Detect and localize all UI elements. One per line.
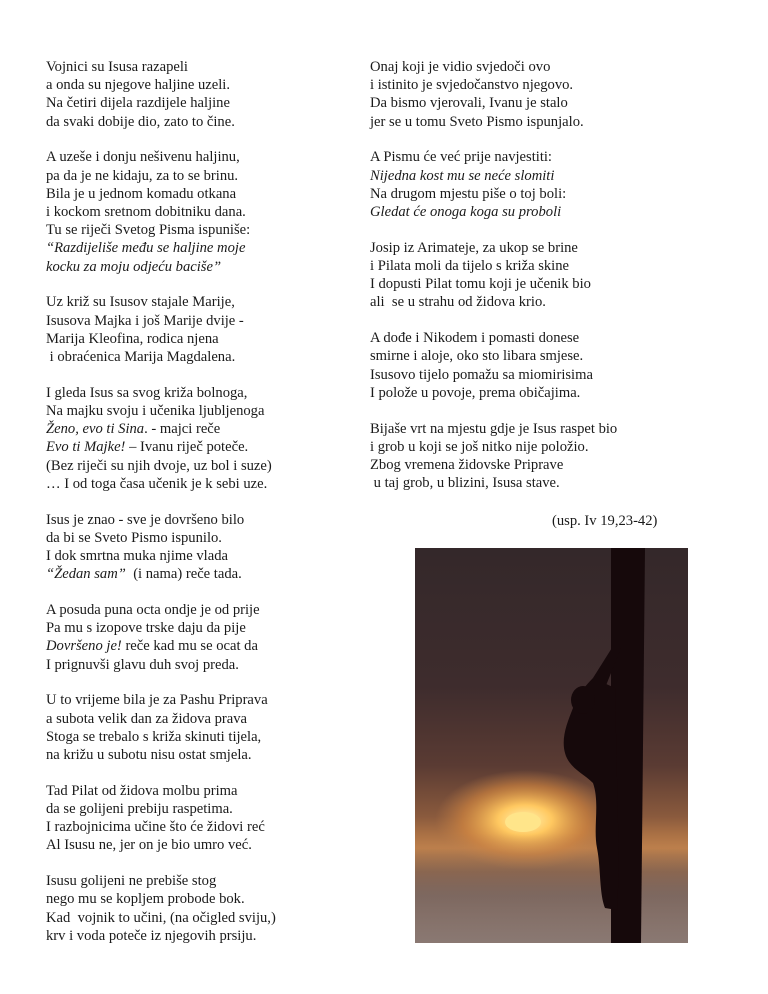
quoted-scripture-text: “Žedan sam” bbox=[46, 566, 126, 583]
poem-line bbox=[370, 203, 670, 221]
verse-text: – Ivanu riječ poteče. bbox=[125, 439, 249, 456]
verse-text: A posuda puna octa ondje je od prije bbox=[46, 602, 260, 619]
verse-text: Zbog vremena židovske Priprave bbox=[370, 457, 564, 474]
verse-text: I dopusti Pilat tomu koji je učenik bio bbox=[370, 276, 591, 293]
verse-text: i obraćenica Marija Magdalena. bbox=[46, 349, 236, 366]
verse-text: Isusu golijeni ne prebiše stog bbox=[46, 873, 217, 890]
crucifix-silhouette-image bbox=[415, 548, 688, 943]
poem-line bbox=[46, 312, 356, 330]
poem-line bbox=[46, 239, 356, 257]
poem-line bbox=[370, 58, 670, 76]
verse-text: i grob u koji se još nitko nije položio. bbox=[370, 438, 589, 455]
poem-line bbox=[370, 167, 670, 185]
verse-text: I prignuvši glavu duh svoj preda. bbox=[46, 656, 239, 673]
poem-line bbox=[370, 456, 670, 474]
verse-text: . - majci reče bbox=[144, 421, 221, 438]
poem-line bbox=[46, 258, 356, 276]
poem-line bbox=[46, 167, 356, 185]
verse-text: U to vrijeme bila je za Pashu Priprava bbox=[46, 692, 268, 709]
verse-text: i Pilata moli da tijelo s križa skine bbox=[370, 258, 570, 275]
poem-line bbox=[370, 384, 670, 402]
quoted-scripture-text: Evo ti Majke! bbox=[46, 439, 126, 456]
poem-line bbox=[370, 474, 670, 492]
verse-text: Isusovo tijelo pomažu sa miomirisima bbox=[370, 366, 593, 383]
poem-line bbox=[370, 113, 670, 131]
verse-text: Vojnici su Isusa razapeli bbox=[46, 59, 188, 75]
poem-line bbox=[46, 203, 356, 221]
poem-line bbox=[46, 76, 356, 94]
verse-text: Da bismo vjerovali, Ivanu je stalo bbox=[370, 95, 568, 112]
verse-text: Kad vojnik to učini, (na očigled sviju,) bbox=[46, 909, 276, 926]
poem-line bbox=[46, 601, 356, 619]
quoted-scripture-text: Gledat će onoga koga su proboli bbox=[370, 204, 562, 221]
poem-line bbox=[370, 329, 670, 347]
poem-line bbox=[46, 565, 356, 583]
poem-line bbox=[46, 836, 356, 854]
verse-text: krv i voda poteče iz njegovih prsiju. bbox=[46, 927, 257, 944]
stanza bbox=[46, 293, 356, 366]
verse-text: nego mu se kopljem probode bok. bbox=[46, 891, 245, 908]
poem-line bbox=[46, 457, 356, 475]
verse-text: i kockom sretnom dobitniku dana. bbox=[46, 204, 246, 221]
poem-line bbox=[370, 347, 670, 365]
quoted-scripture-text: kocku za moju odjeću baciše” bbox=[46, 258, 222, 275]
poem-line bbox=[46, 728, 356, 746]
stanza bbox=[46, 872, 356, 945]
poem-line bbox=[46, 475, 356, 493]
poem-line bbox=[46, 746, 356, 764]
verse-text: Bila je u jednom komadu otkana bbox=[46, 185, 237, 202]
verse-text: Isus je znao - sve je dovršeno bilo bbox=[46, 511, 245, 528]
verse-text: Na četiri dijela razdijele haljine bbox=[46, 95, 230, 112]
verse-text: (i nama) reče tada. bbox=[125, 566, 242, 583]
poem-line bbox=[46, 909, 356, 927]
poem-line bbox=[370, 76, 670, 94]
poem-line bbox=[46, 293, 356, 311]
verse-text: Uz križ su Isusov stajale Marije, bbox=[46, 294, 235, 311]
verse-text: ali se u strahu od židova krio. bbox=[370, 294, 546, 311]
poem-line bbox=[46, 890, 356, 908]
quoted-scripture-text: Ženo, evo ti Sina bbox=[46, 421, 145, 438]
stanza bbox=[370, 239, 670, 312]
poem-line bbox=[370, 94, 670, 112]
verse-text: Bijaše vrt na mjestu gdje je Isus raspet bio bbox=[370, 420, 618, 437]
verse-text: Pa mu s izopove trske daju da pije bbox=[46, 620, 246, 637]
poem-line bbox=[46, 348, 356, 366]
verse-text: Tu se riječi Svetog Pisma ispuniše: bbox=[46, 222, 251, 239]
verse-text: Na drugom mjestu piše o toj boli: bbox=[370, 185, 567, 202]
poem-line bbox=[46, 113, 356, 131]
verse-text: Tad Pilat od židova molbu prima bbox=[46, 782, 238, 799]
poem-line bbox=[46, 330, 356, 348]
verse-text: Stoga se trebalo s križa skinuti tijela, bbox=[46, 728, 262, 745]
poem-line bbox=[370, 293, 670, 311]
verse-text: I dok smrtna muka njime vlada bbox=[46, 548, 228, 565]
verse-text: A Pismu će već prije navjestiti: bbox=[370, 149, 552, 166]
poem-line bbox=[46, 656, 356, 674]
verse-text: I gleda Isus sa svog križa bolnoga, bbox=[46, 384, 248, 401]
stanza bbox=[46, 58, 356, 131]
verse-text: jer se u tomu Sveto Pismo ispunjalo. bbox=[370, 113, 584, 130]
poem-line bbox=[46, 782, 356, 800]
verse-text: Na majku svoju i učenika ljubljenoga bbox=[46, 403, 265, 420]
scripture-citation: (usp. Iv 19,23-42) bbox=[552, 513, 658, 529]
poem-line bbox=[370, 438, 670, 456]
poem-line bbox=[46, 185, 356, 203]
poem-line bbox=[46, 402, 356, 420]
verse-text: Josip iz Arimateje, za ukop se brine bbox=[370, 239, 578, 256]
verse-text: A uzeše i donju nešivenu haljinu, bbox=[46, 149, 240, 166]
poem-line bbox=[370, 275, 670, 293]
verse-text: da se golijeni prebiju raspetima. bbox=[46, 801, 233, 818]
poem-line bbox=[46, 637, 356, 655]
stanza bbox=[46, 384, 356, 493]
verse-text: pa da je ne kidaju, za to se brinu. bbox=[46, 167, 239, 184]
verse-text: i istinito je svjedočanstvo njegovo. bbox=[370, 77, 574, 94]
stanza bbox=[370, 148, 670, 221]
stanza bbox=[46, 601, 356, 674]
poem-line bbox=[46, 384, 356, 402]
verse-text: da bi se Sveto Pismo ispunilo. bbox=[46, 529, 222, 546]
verse-text: reče kad mu se ocat da bbox=[121, 638, 258, 655]
quoted-scripture-text: “Razdijeliše među se haljine moje bbox=[46, 240, 246, 257]
poem-line bbox=[370, 239, 670, 257]
verse-text: … I od toga časa učenik je k sebi uze. bbox=[46, 475, 268, 492]
verse-text: a subota velik dan za židova prava bbox=[46, 710, 247, 727]
poem-line bbox=[46, 710, 356, 728]
verse-text: a onda su njegove haljine uzeli. bbox=[46, 77, 230, 94]
poem-line bbox=[370, 148, 670, 166]
poem-line bbox=[46, 529, 356, 547]
verse-text: Marija Kleofina, rodica njena bbox=[46, 330, 219, 347]
verse-text: I razbojnicima učine što će židovi reć bbox=[46, 819, 265, 836]
stanza bbox=[46, 691, 356, 764]
poem-line bbox=[46, 221, 356, 239]
verse-text: Onaj koji je vidio svjedoči ovo bbox=[370, 59, 551, 75]
quoted-scripture-text: Dovršeno je! bbox=[46, 638, 122, 655]
stanza bbox=[370, 329, 670, 402]
poem-line bbox=[46, 511, 356, 529]
verse-text: u taj grob, u blizini, Isusa stave. bbox=[370, 475, 560, 492]
stanza bbox=[46, 148, 356, 275]
poem-line bbox=[46, 58, 356, 76]
poem-line bbox=[370, 366, 670, 384]
verse-text: na križu u subotu nisu ostat smjela. bbox=[46, 747, 252, 764]
poem-line bbox=[370, 185, 670, 203]
poem-line bbox=[46, 927, 356, 945]
quoted-scripture-text: Nijedna kost mu se neće slomiti bbox=[370, 167, 555, 184]
poem-line bbox=[370, 420, 670, 438]
verse-text: Isusova Majka i još Marije dvije - bbox=[46, 312, 244, 329]
poem-line bbox=[46, 800, 356, 818]
poem-line bbox=[46, 94, 356, 112]
poem-line bbox=[46, 420, 356, 438]
poem-line bbox=[46, 691, 356, 709]
poem-line bbox=[46, 547, 356, 565]
stanza bbox=[370, 58, 670, 131]
poem-line bbox=[46, 818, 356, 836]
verse-text: A dođe i Nikodem i pomasti donese bbox=[370, 330, 580, 347]
verse-text: (Bez riječi su njih dvoje, uz bol i suze) bbox=[46, 457, 272, 474]
poem-line bbox=[46, 438, 356, 456]
crucifix-silhouette-icon bbox=[415, 548, 688, 943]
verse-text: Al Isusu ne, jer on je bio umro već. bbox=[46, 837, 252, 854]
stanza bbox=[370, 420, 670, 493]
verse-text: smirne i aloje, oko sto libara smjese. bbox=[370, 348, 584, 365]
poem-line bbox=[46, 619, 356, 637]
stanza bbox=[46, 782, 356, 855]
verse-text: da svaki dobije dio, zato to čine. bbox=[46, 113, 235, 130]
poem-line bbox=[46, 872, 356, 890]
stanza bbox=[46, 511, 356, 584]
poem-line bbox=[46, 148, 356, 166]
poem-line bbox=[370, 257, 670, 275]
poem-left-column bbox=[46, 58, 356, 963]
verse-text: I polože u povoje, prema običajima. bbox=[370, 384, 581, 401]
poem-right-column bbox=[370, 58, 670, 510]
